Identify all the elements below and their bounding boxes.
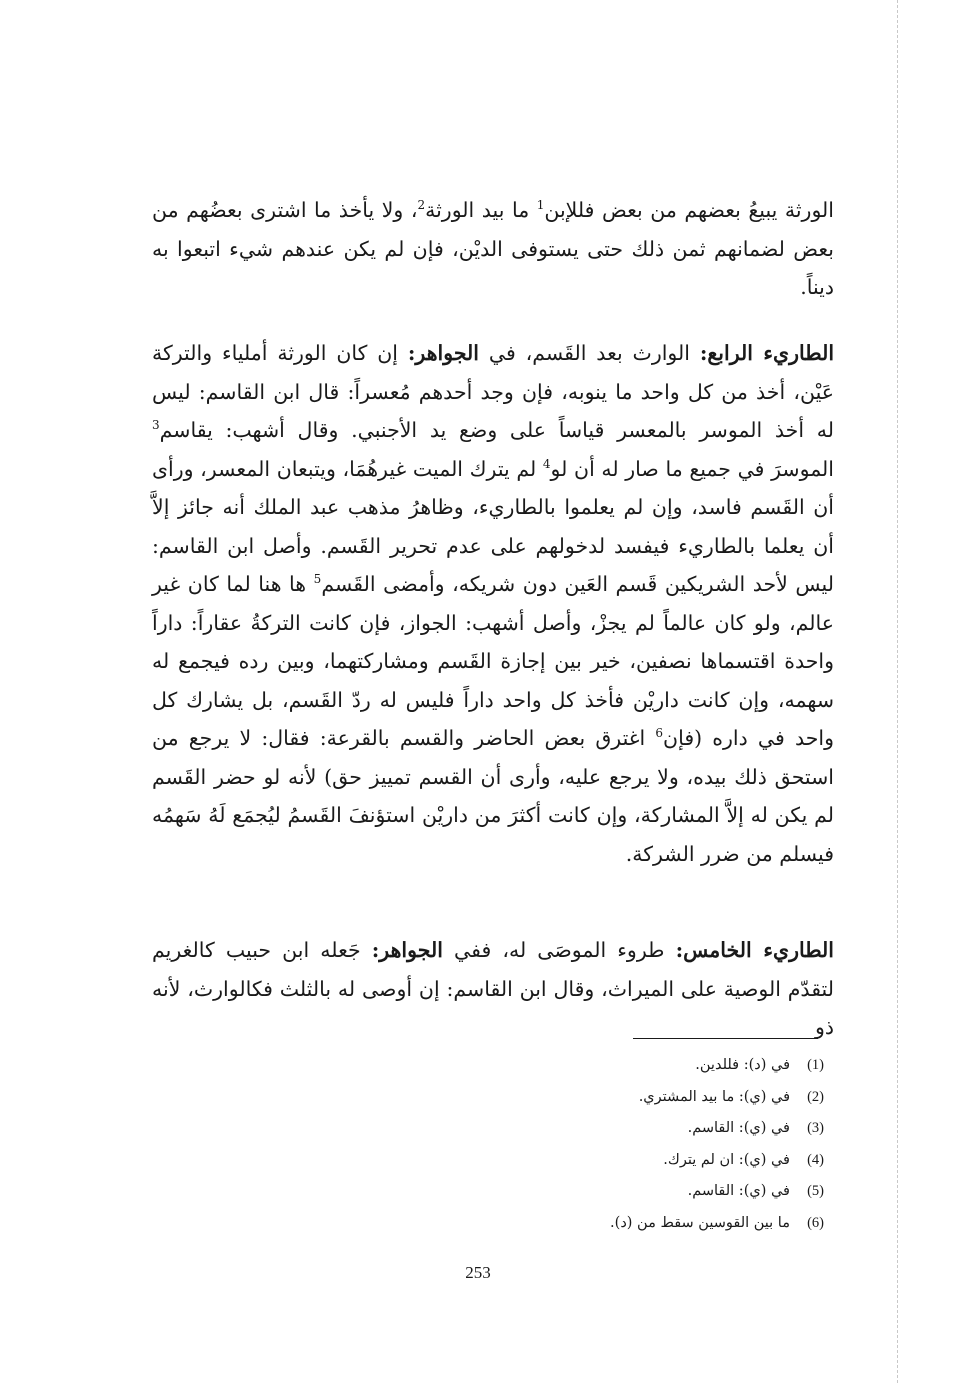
paragraph-text: طروء الموصَى له، ففي — [442, 938, 676, 962]
body-paragraph-1 — [152, 191, 834, 307]
footnote-item — [610, 1145, 824, 1177]
footnote-text: ما بين القوسين سقط من (د). — [610, 1214, 790, 1231]
footnote-item — [610, 1113, 824, 1145]
page-number: 253 — [465, 1263, 491, 1282]
footnote-text: في (ي): القاسم. — [687, 1183, 790, 1200]
paragraph-text: الوارث بعد القَسم، في — [479, 341, 700, 365]
section-term: الجواهر: — [371, 938, 443, 962]
footnote-item — [610, 1176, 824, 1208]
footnote-text: في (ي): القاسم. — [687, 1120, 790, 1137]
footnote-ref: 6 — [655, 726, 664, 741]
paragraph-text: ، ولا يأخذ ما اشترى بعضُهم من بعض لضمانهم ثمن ذلك حتى يستوفى الديْن، فإن لم يكن عندهم شيء اتبعوا به ديناً. — [152, 198, 834, 299]
footnote-item — [610, 1208, 824, 1240]
paragraph-text: جَعله ابن حبيب كالغريم لتقدّم الوصية على الميراث، وقال ابن القاسم: إن أوصى له بالثلث فكالوارث، لأنه ذو — [152, 938, 834, 1039]
paragraph-text: اغترق بعض الحاضر والقسم بالقرعة: فقال: لا يرجع من استحق ذلك بيده، ولا يرجع عليه، وأرى أن القسم تمييز حق) لأنه لو حضر القَسم لم يكن له إلاَّ المشاركة، وإن كانت أكثرَ من داريْن استؤنفَ القَسمُ ليُجمَع لَهُ سَهمُه فيسلم من ضرر الشركة. — [152, 726, 834, 866]
paragraph-text: ما بيد الورثة — [425, 198, 537, 222]
footnote-separator — [633, 1038, 818, 1039]
footnote-number: (2) — [807, 1088, 824, 1105]
footnote-ref: 5 — [313, 572, 322, 587]
footnotes-list — [610, 1050, 824, 1240]
section-term: الطاريء الرابع: — [699, 341, 835, 365]
paragraph-text: إن كان الورثة أملياء والتركة عَيْن، أخذ من كل واحد ما ينوبه، فإن وجد أحدهم مُعسراً: قال ابن القاسم: ليس له أخذ الموسر بالمعسر قياساً على وضع يد الأجنبي. وقال أشهب: يقاسم — [152, 341, 834, 442]
scan-edge-line — [897, 0, 898, 1383]
section-term: الطاريء الخامس: — [675, 938, 834, 962]
paragraph-text: لم يترك الميت غيرهُمَا، ويتبعان المعسر، ورأى أن القَسم فاسد، وإن لم يعلموا بالطاريء، وظاهرُ مذهب عبد الملك أنه جائز إلاَّ أن يعلما بالطاريء فيفسد لدخولهم على عدم تحرير القَسم. وأصل ابن القاسم: ليس لأحد الشريكين قَسم العَين دون شريكه، وأمضى القَسم — [152, 456, 834, 596]
footnote-text: في (ي): ان لم يترك. — [663, 1151, 790, 1168]
footnote-text: في (ي): ما بيد المشتري. — [638, 1088, 790, 1105]
footnote-number: (1) — [807, 1057, 824, 1073]
footnote-ref: 3 — [152, 418, 160, 433]
footnote-ref: 1 — [536, 198, 545, 213]
footnote-number: (4) — [807, 1151, 824, 1168]
footnote-number: (3) — [807, 1120, 824, 1137]
body-paragraph-2 — [152, 334, 834, 873]
body-paragraph-3 — [152, 931, 834, 1047]
paragraph-text: الورثة يبيعُ بعضهم من بعض فللإبن — [544, 198, 834, 222]
footnote-number: (5) — [807, 1183, 824, 1200]
paragraph-text: الموسرَ في جميع ما صار له أن لو — [550, 456, 834, 481]
footnote-ref: 2 — [417, 198, 426, 213]
footnote-item — [610, 1050, 824, 1082]
footnote-ref: 4 — [542, 456, 551, 471]
paragraph-text: ها هنا لما كان غير عالم، ولو كان عالماً لم يجزْ، وأصل أشهب: الجواز، فإن كانت التركةُ عقاراً: داراً واحدة اقتسماها نصفين، خير بين إجازة القَسم ومشاركتهما، وبين رده فيجمع له سهمه، وإن كانت داريْن فأخذ كل واحد داراً فليس له ردّ القَسم، بل يشارك كل واحد في داره (فإن — [152, 572, 834, 750]
footnote-number: (6) — [807, 1214, 824, 1231]
footnote-item — [610, 1082, 824, 1114]
footnote-text: في (د): فللدين. — [695, 1057, 790, 1073]
section-term: الجواهر: — [407, 341, 479, 365]
